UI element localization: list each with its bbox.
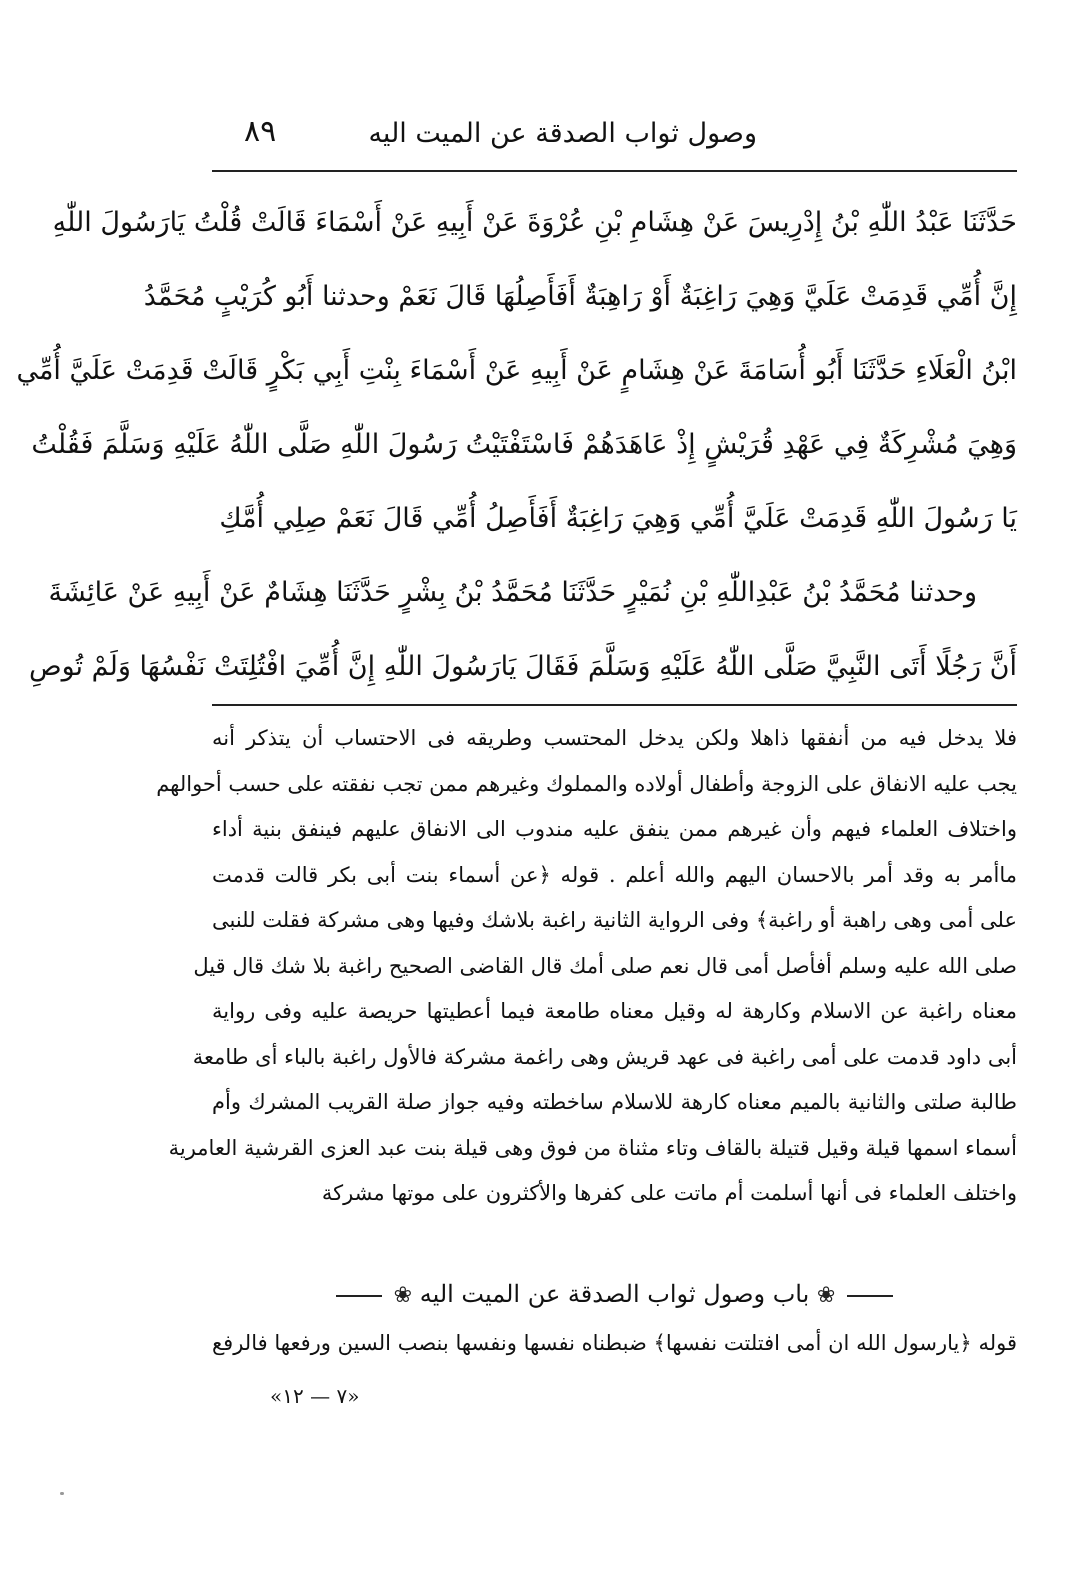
commentary-line: فلا يدخل فيه من أنفقها ذاهلا ولكن يدخل المحتسب وطريقه فى الاحتساب أن يتذكر أنه bbox=[212, 726, 1017, 750]
hadith-line: إِنَّ أُمِّي قَدِمَتْ عَلَيَّ وَهِيَ رَاغِبَةٌ أَوْ رَاهِبَةٌ أَفَأَصِلُهَا قَالَ نَعَمْ وحدثنا أَبُو كُرَيْبٍ مُحَمَّدُ bbox=[143, 281, 1017, 312]
floral-ornament-icon: ❀ bbox=[393, 1282, 413, 1308]
commentary-line: أبى داود قدمت على أمى راغبة فى عهد قريش وهى راغمة مشركة فالأول راغبة بالباء أى طامعة bbox=[192, 1044, 1017, 1069]
heading-dash bbox=[336, 1295, 382, 1297]
commentary-line: معناه راغبة عن الاسلام وكارهة له وقيل معناه طامعة فيما أعطيتها حريصة عليه وفى رواية bbox=[212, 999, 1017, 1023]
hadith-line: أَنَّ رَجُلًا أَتَى النَّبِيَّ صَلَّى اللّٰهُ عَلَيْهِ وَسَلَّمَ فَقَالَ يَارَسُولَ اللّٰهِ إِنَّ أُمِّيَ افْتُلِتَتْ نَفْسُهَا وَلَمْ تُوصِ bbox=[28, 651, 1017, 682]
hadith-line: حَدَّثَنَا عَبْدُ اللّٰهِ بْنُ إِدْرِيسَ عَنْ هِشَامِ بْنِ عُرْوَةَ عَنْ أَبِيهِ عَنْ أَسْمَاءَ قَالَتْ قُلْتُ يَارَسُولَ اللّٰهِ bbox=[52, 207, 1017, 238]
chapter-heading-text: باب وصول ثواب الصدقة عن الميت اليه bbox=[419, 1280, 810, 1308]
hadith-line: وَهِيَ مُشْرِكَةٌ فِي عَهْدِ قُرَيْشٍ إِذْ عَاهَدَهُمْ فَاسْتَفْتَيْتُ رَسُولَ اللّٰهِ صَلَّى اللّٰهُ عَلَيْهِ وَسَلَّمَ فَقُلْتُ bbox=[31, 429, 1017, 460]
hadith-text-block bbox=[16, 178, 1017, 696]
commentary-line: ماأمر به وقد أمر بالاحسان اليهم والله أعلم . قوله ﴿عن أسماء بنت أبى بكر قالت قدمت bbox=[212, 862, 1017, 887]
heading-dash bbox=[847, 1295, 893, 1297]
floral-ornament-icon: ❀ bbox=[816, 1282, 836, 1308]
commentary-line: صلى الله عليه وسلم أفأصل أمى قال نعم صلى أمك قال القاضى الصحيح راغبة بلا شك قال قيل bbox=[193, 953, 1017, 978]
commentary-line: طالبة صلتى والثانية بالميم معناه كارهة للاسلام ساخطته وفيه جواز صلة القريب المشرك وأم bbox=[212, 1090, 1017, 1114]
running-title: وصول ثواب الصدقة عن الميت اليه bbox=[368, 118, 757, 149]
hadith-line: وحدثنا مُحَمَّدُ بْنُ عَبْدِاللّٰهِ بْنِ نُمَيْرٍ حَدَّثَنَا مُحَمَّدُ بْنُ بِشْرٍ حَدَّثَنَا هِشَامٌ عَنْ أَبِيهِ عَنْ عَائِشَةَ bbox=[48, 577, 977, 608]
hadith-line: ابْنُ الْعَلَاءِ حَدَّثَنَا أَبُو أُسَامَةَ عَنْ هِشَامٍ عَنْ أَبِيهِ عَنْ أَسْمَاءَ بِنْتِ أَبِي بَكْرٍ قَالَتْ قَدِمَتْ عَلَيَّ أُمِّي bbox=[16, 355, 1017, 386]
page-number: ٨٩ bbox=[244, 114, 277, 149]
commentary-line: واختلف العلماء فى أنها أسلمت أم ماتت على كفرها والأكثرون على موتها مشركة bbox=[321, 1181, 1017, 1205]
commentary-line: على أمى وهى راهبة أو راغبة﴾ وفى الرواية الثانية راغبة بلاشك وفيها وهى مشركة فقلت للنبى bbox=[211, 908, 1017, 932]
scan-speck bbox=[60, 1492, 64, 1495]
header-divider bbox=[212, 170, 1017, 172]
commentary-line: أسماء اسمها قيلة وقيل قتيلة بالقاف وتاء مثناة من فوق وهى قيلة بنت عبد العزى القرشية العامرية bbox=[168, 1135, 1017, 1160]
commentary-line: واختلاف العلماء فيهم وأن غيرهم ممن ينفق عليه مندوب الى الانفاق عليهم فينفق بنية أداء bbox=[212, 817, 1017, 841]
commentary-line: يجب عليه الانفاق على الزوجة وأطفال أولاده والمملوك وغيرهم ممن تجب نفقته على حسب أحوالهم bbox=[156, 771, 1017, 796]
commentary-block bbox=[156, 716, 1017, 1217]
page-header bbox=[212, 112, 1012, 162]
printer-signature-mark: «٧ — ١٢» bbox=[270, 1384, 360, 1408]
hadith-line: يَا رَسُولَ اللّٰهِ قَدِمَتْ عَلَيَّ أُمِّي وَهِيَ رَاغِبَةٌ أَفَأَصِلُ أُمِّي قَالَ نَعَمْ صِلِي أُمَّكِ bbox=[219, 503, 1017, 534]
chapter-heading bbox=[212, 1272, 1017, 1316]
text-commentary-divider bbox=[212, 704, 1017, 706]
commentary-line: قوله ﴿يارسول الله ان أمى افتلتت نفسها﴾ ضبطناه نفسها ونفسها بنصب السين ورفعها فالرفع bbox=[212, 1331, 1017, 1355]
